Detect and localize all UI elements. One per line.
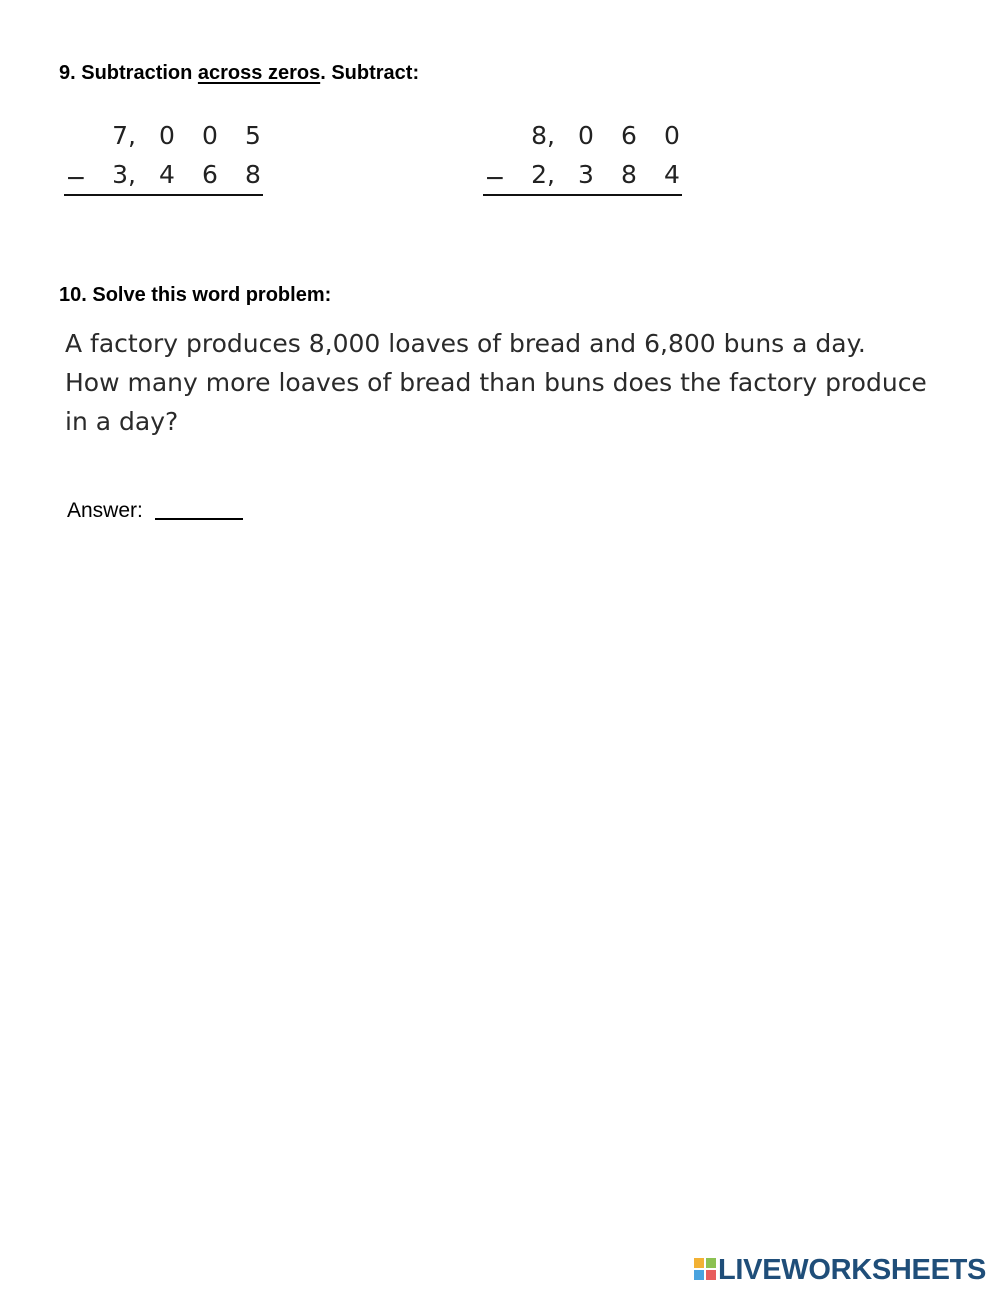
bottom-digit: 8 — [245, 160, 261, 189]
word-problem-line: How many more loaves of bread than buns does the factory produce — [65, 368, 927, 397]
question-9-heading-suffix: . Subtract: — [320, 62, 420, 84]
question-9-heading-underlined: across zeros — [197, 62, 321, 84]
subtraction-problem-2 — [483, 118, 683, 198]
minus-sign: − — [484, 163, 506, 192]
answer-blank[interactable] — [155, 518, 243, 520]
question-10-heading: 10. Solve this word problem: — [59, 284, 332, 306]
bottom-digit: 4 — [664, 160, 680, 189]
brand-name: LIVEWORKSHEETS — [718, 1254, 987, 1286]
word-problem-line: A factory produces 8,000 loaves of bread and 6,800 buns a day. — [65, 329, 866, 358]
top-digit: 6 — [621, 121, 637, 150]
top-digit: 0 — [664, 121, 680, 150]
question-9-heading — [59, 61, 419, 85]
bottom-digit: 3 — [578, 160, 594, 189]
word-problem-text — [65, 324, 925, 441]
answer-row — [67, 498, 243, 524]
bottom-digit: 4 — [159, 160, 175, 189]
bottom-digit: 8 — [621, 160, 637, 189]
bottom-digit: 3, — [112, 160, 136, 189]
subtraction-problem-1 — [64, 118, 264, 198]
top-digit: 0 — [578, 121, 594, 150]
minus-sign: − — [65, 163, 87, 192]
top-digit: 0 — [159, 121, 175, 150]
bottom-digit: 6 — [202, 160, 218, 189]
top-digit: 8, — [531, 121, 555, 150]
logo-blocks-icon — [694, 1258, 716, 1280]
word-problem-line: in a day? — [65, 407, 179, 436]
answer-label: Answer: — [67, 499, 143, 522]
question-9-heading-prefix: 9. Subtraction — [59, 62, 198, 84]
top-digit: 0 — [202, 121, 218, 150]
answer-line — [483, 194, 682, 196]
top-digit: 5 — [245, 121, 261, 150]
bottom-digit: 2, — [531, 160, 555, 189]
answer-line — [64, 194, 263, 196]
top-digit: 7, — [112, 121, 136, 150]
